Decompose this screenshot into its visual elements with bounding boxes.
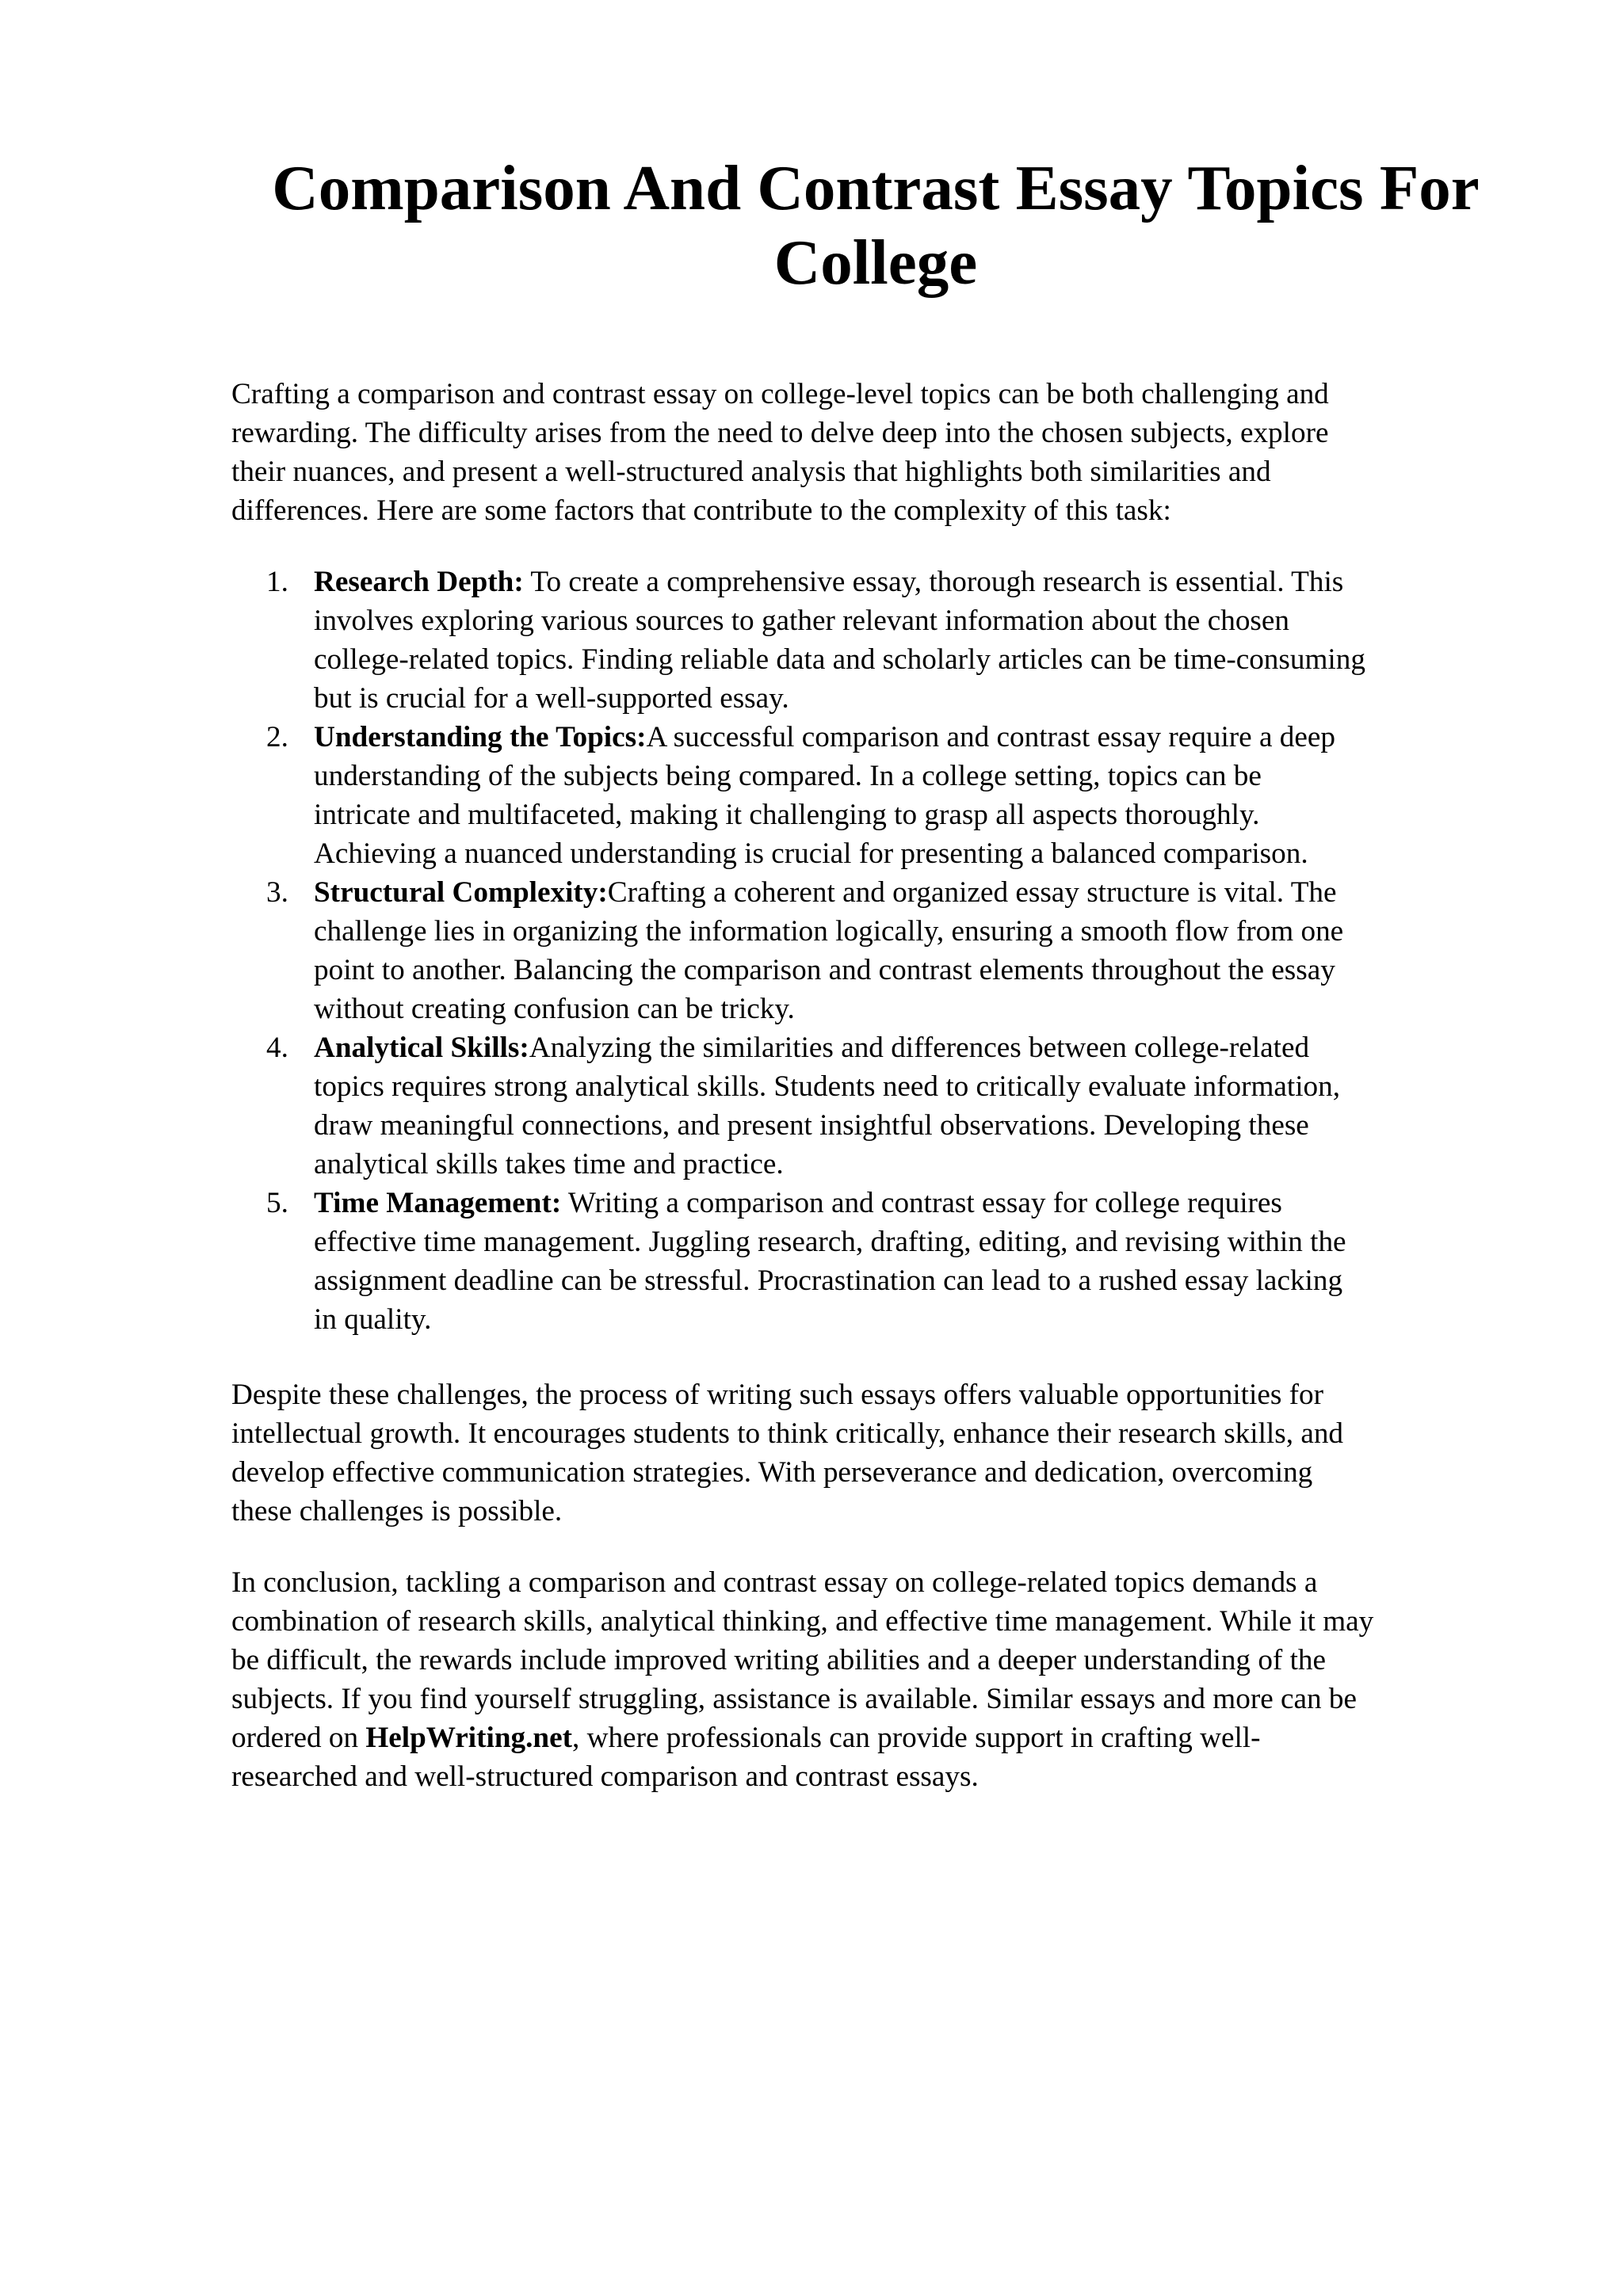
paragraph-line: these challenges is possible. bbox=[231, 1495, 563, 1527]
paragraph-line: subjects. If you find yourself struggling, assistance is available. Similar essays and more can be bbox=[231, 1683, 1358, 1715]
document-title bbox=[198, 151, 1553, 299]
intro-paragraph bbox=[231, 375, 1329, 530]
item-line: assignment deadline can be stressful. Procrastination can lead to a rushed essay lacking bbox=[314, 1264, 1343, 1297]
item-line: effective time management. Juggling research, drafting, editing, and revising within the bbox=[314, 1226, 1346, 1258]
item-text: Crafting a coherent and organized essay structure is vital. The bbox=[607, 876, 1337, 909]
item-line: Achieving a nuanced understanding is crucial for presenting a balanced comparison. bbox=[314, 837, 1308, 870]
helpwriting-link[interactable]: HelpWriting.net bbox=[365, 1722, 573, 1754]
conclusion-paragraph bbox=[231, 1563, 1373, 1796]
paragraph-line: combination of research skills, analytical thinking, and effective time management. While it may bbox=[231, 1605, 1374, 1638]
item-line: challenge lies in organizing the information logically, ensuring a smooth flow from one bbox=[314, 915, 1344, 948]
list-item bbox=[231, 1028, 1365, 1184]
list-item bbox=[231, 873, 1365, 1028]
intro-line: their nuances, and present a well-structured analysis that highlights both similarities and bbox=[231, 456, 1271, 488]
item-line: college-related topics. Finding reliable data and scholarly articles can be time-consuming bbox=[314, 643, 1365, 676]
paragraph-text: , where professionals can provide support in crafting well- bbox=[572, 1722, 1261, 1754]
item-line: understanding of the subjects being compared. In a college setting, topics can be bbox=[314, 760, 1262, 792]
item-line: intricate and multifaceted, making it challenging to grasp all aspects thoroughly. bbox=[314, 799, 1260, 831]
paragraph-line: Despite these challenges, the process of writing such essays offers valuable opportunities for bbox=[231, 1379, 1323, 1411]
item-heading: Structural Complexity: bbox=[314, 876, 608, 909]
paragraph-line: be difficult, the rewards include improved writing abilities and a deeper understanding of the bbox=[231, 1644, 1327, 1676]
item-heading: Analytical Skills: bbox=[314, 1032, 529, 1064]
item-line: analytical skills takes time and practice. bbox=[314, 1148, 784, 1180]
item-text: Analyzing the similarities and differences between college-related bbox=[529, 1032, 1310, 1064]
item-heading: Research Depth: bbox=[314, 566, 524, 598]
paragraph-text: ordered on bbox=[231, 1722, 366, 1754]
paragraph-line: In conclusion, tackling a comparison and contrast essay on college-related topics demands a bbox=[231, 1566, 1318, 1599]
paragraph-line: develop effective communication strategies. With perseverance and dedication, overcoming bbox=[231, 1456, 1313, 1489]
intro-line: differences. Here are some factors that contribute to the complexity of this task: bbox=[231, 494, 1171, 527]
item-line: involves exploring various sources to gather relevant information about the chosen bbox=[314, 605, 1289, 637]
item-line: but is crucial for a well-supported essay. bbox=[314, 682, 789, 715]
paragraph-line: intellectual growth. It encourages students to think critically, enhance their research skills, and bbox=[231, 1417, 1344, 1450]
title-line: College bbox=[773, 227, 978, 298]
item-number: 1. bbox=[266, 566, 288, 598]
list-item bbox=[231, 718, 1365, 873]
intro-line: Crafting a comparison and contrast essay on college-level topics can be both challenging and bbox=[231, 378, 1329, 410]
item-line: without creating confusion can be tricky. bbox=[314, 993, 795, 1025]
item-line: in quality. bbox=[314, 1303, 432, 1336]
item-number: 4. bbox=[266, 1032, 288, 1064]
intro-line: rewarding. The difficulty arises from the need to delve deep into the chosen subjects, explore bbox=[231, 417, 1329, 449]
item-line: draw meaningful connections, and present insightful observations. Developing these bbox=[314, 1109, 1309, 1142]
item-text: A successful comparison and contrast essay require a deep bbox=[646, 721, 1335, 753]
item-text: Writing a comparison and contrast essay for college requires bbox=[561, 1187, 1282, 1219]
item-number: 2. bbox=[266, 721, 288, 753]
item-line: topics requires strong analytical skills. Students need to critically evaluate information, bbox=[314, 1070, 1341, 1103]
item-number: 5. bbox=[266, 1187, 288, 1219]
paragraph-line: researched and well-structured comparison and contrast essays. bbox=[231, 1760, 979, 1793]
factors-list bbox=[231, 563, 1365, 1339]
item-number: 3. bbox=[266, 876, 288, 909]
item-heading: Understanding the Topics: bbox=[314, 721, 647, 753]
list-item bbox=[231, 563, 1365, 718]
item-text: To create a comprehensive essay, thorough research is essential. This bbox=[523, 566, 1344, 598]
title-line: Comparison And Contrast Essay Topics For bbox=[272, 152, 1480, 223]
list-item bbox=[231, 1184, 1365, 1339]
item-heading: Time Management: bbox=[314, 1187, 562, 1219]
challenges-paragraph bbox=[231, 1375, 1343, 1531]
item-line: point to another. Balancing the comparison and contrast elements throughout the essay bbox=[314, 954, 1335, 986]
